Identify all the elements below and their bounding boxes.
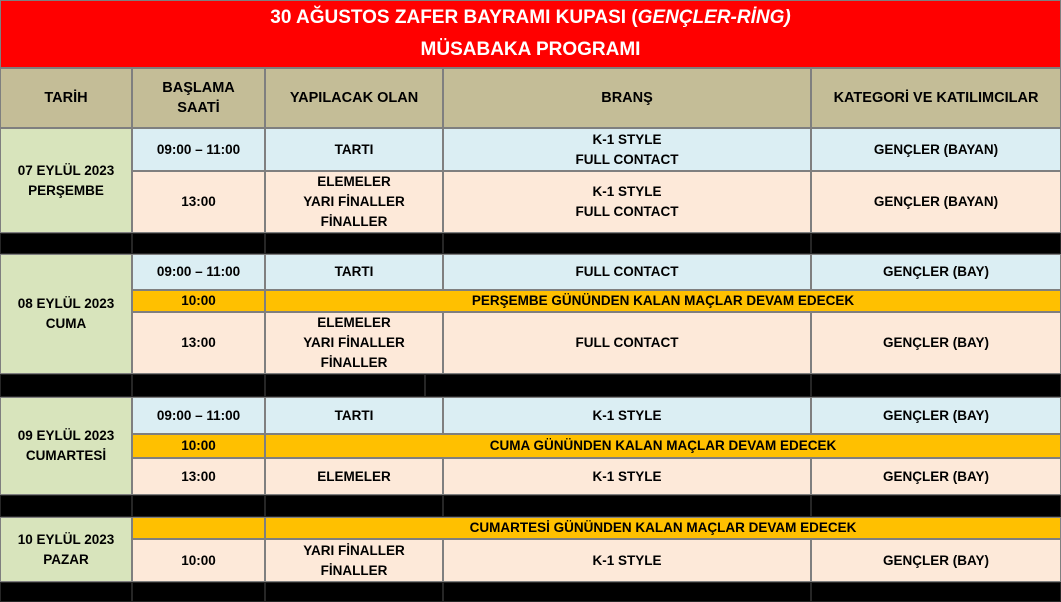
day-2-notice-time <box>132 290 265 312</box>
header-brans <box>443 68 811 128</box>
row-activity: TARTI <box>334 264 374 279</box>
day-1-row-1-category <box>811 128 1061 171</box>
day-2-date-cell <box>0 254 132 374</box>
day-3-notice <box>265 434 1061 458</box>
day-weekday: PAZAR <box>43 551 89 567</box>
separator-row <box>443 233 811 254</box>
separator-row <box>265 233 443 254</box>
day-2-row-1-category <box>811 254 1061 290</box>
header-kategori <box>811 68 1061 128</box>
header-saat-label-2: SAATİ <box>177 100 220 116</box>
row-category: GENÇLER (BAYAN) <box>873 194 999 209</box>
day-1-date-cell <box>0 128 132 233</box>
day-1-row-1-time <box>132 128 265 171</box>
day-3-row-1-branch <box>443 397 811 434</box>
separator-row <box>0 582 132 602</box>
row-activity: ELEMELER <box>317 174 391 189</box>
row-branch: FULL CONTACT <box>575 264 679 279</box>
row-activity: TARTI <box>334 141 374 157</box>
day-4-notice-time <box>132 517 265 539</box>
row-activity: FİNALLER <box>320 355 388 370</box>
day-3-row-2-activity <box>265 458 443 495</box>
separator-row <box>0 495 132 517</box>
day-3-row-1-activity <box>265 397 443 434</box>
day-weekday: PERŞEMBE <box>28 182 104 198</box>
row-branch: K-1 STYLE <box>592 552 662 568</box>
day-1-row-2-activity <box>265 171 443 233</box>
day-3-row-1-category <box>811 397 1061 434</box>
title-line-1 <box>1 7 1060 29</box>
separator-row <box>811 233 1061 254</box>
row-branch: FULL CONTACT <box>575 151 679 167</box>
day-1-row-1-activity <box>265 128 443 171</box>
row-branch: K-1 STYLE <box>592 131 662 147</box>
day-1-row-2-time <box>132 171 265 233</box>
row-category: GENÇLER (BAY) <box>882 468 989 484</box>
header-yapilacak-label: YAPILACAK OLAN <box>289 90 419 106</box>
day-2-row-2-activity <box>265 312 443 374</box>
row-category: GENÇLER (BAYAN) <box>873 141 999 157</box>
row-category: GENÇLER (BAY) <box>882 335 989 350</box>
day-4-date-cell <box>0 517 132 582</box>
separator-row <box>425 374 811 397</box>
separator-row <box>811 374 1061 397</box>
day-2-row-2-branch <box>443 312 811 374</box>
header-brans-label: BRANŞ <box>601 90 653 106</box>
notice-time: 10:00 <box>181 438 216 453</box>
row-branch: K-1 STYLE <box>592 468 662 484</box>
notice-text: CUMARTESİ GÜNÜNDEN KALAN MAÇLAR DEVAM EDECEK <box>469 520 857 535</box>
notice-text: PERŞEMBE GÜNÜNDEN KALAN MAÇLAR DEVAM EDECEK <box>471 293 855 308</box>
separator-row <box>811 495 1061 517</box>
header-saat-label-1: BAŞLAMA <box>162 80 235 96</box>
separator-row <box>443 495 811 517</box>
row-branch: K-1 STYLE <box>592 184 662 199</box>
row-activity: FİNALLER <box>320 214 388 229</box>
title-text: 30 AĞUSTOS ZAFER BAYRAMI KUPASI ( <box>270 7 638 28</box>
row-activity: YARI FİNALLER <box>303 542 405 558</box>
day-2-row-1-branch <box>443 254 811 290</box>
separator-row <box>132 495 265 517</box>
row-activity: ELEMELER <box>317 315 391 330</box>
header-tarih-label: TARİH <box>44 90 88 106</box>
day-3-date-cell <box>0 397 132 495</box>
day-2-row-1-activity <box>265 254 443 290</box>
day-4-row-1-time <box>132 539 265 582</box>
day-4-row-1-category <box>811 539 1061 582</box>
row-activity: ELEMELER <box>317 468 391 484</box>
day-2-row-2-time <box>132 312 265 374</box>
row-activity: FİNALLER <box>320 562 388 578</box>
row-time: 09:00 – 11:00 <box>156 141 241 157</box>
day-date: 10 EYLÜL 2023 <box>17 531 115 547</box>
day-weekday: CUMA <box>45 316 87 331</box>
subtitle: MÜSABAKA PROGRAMI <box>420 39 641 60</box>
day-4-row-1-activity <box>265 539 443 582</box>
notice-text: CUMA GÜNÜNDEN KALAN MAÇLAR DEVAM EDECEK <box>489 438 837 453</box>
header-tarih <box>0 68 132 128</box>
row-branch: FULL CONTACT <box>575 335 679 350</box>
day-1-row-2-branch <box>443 171 811 233</box>
row-time: 10:00 <box>181 552 216 568</box>
day-3-row-1-time <box>132 397 265 434</box>
day-4-notice <box>265 517 1061 539</box>
row-time: 09:00 – 11:00 <box>156 407 241 423</box>
separator-row <box>811 582 1061 602</box>
day-1-row-1-branch <box>443 128 811 171</box>
day-3-row-2-category <box>811 458 1061 495</box>
day-2-row-1-time <box>132 254 265 290</box>
separator-row <box>0 233 132 254</box>
day-date: 07 EYLÜL 2023 <box>17 162 115 178</box>
row-category: GENÇLER (BAY) <box>882 552 989 568</box>
day-weekday: CUMARTESİ <box>25 448 107 463</box>
title-italic-text: GENÇLER-RİNG) <box>637 7 791 28</box>
day-4-row-1-branch <box>443 539 811 582</box>
day-1-row-2-category <box>811 171 1061 233</box>
separator-row <box>0 374 132 397</box>
row-time: 13:00 <box>181 194 216 209</box>
day-date: 08 EYLÜL 2023 <box>17 296 115 311</box>
day-3-row-2-time <box>132 458 265 495</box>
separator-row <box>265 374 425 397</box>
row-time: 13:00 <box>181 468 216 484</box>
separator-row <box>132 582 265 602</box>
day-3-notice-time <box>132 434 265 458</box>
separator-row <box>265 495 443 517</box>
row-category: GENÇLER (BAY) <box>882 407 989 423</box>
row-activity: TARTI <box>334 407 374 423</box>
header-yapilacak <box>265 68 443 128</box>
header-saat <box>132 68 265 128</box>
header-kategori-label: KATEGORİ VE KATILIMCILAR <box>833 90 1039 106</box>
separator-row <box>265 582 443 602</box>
row-activity: YARI FİNALLER <box>303 335 405 350</box>
day-date: 09 EYLÜL 2023 <box>17 428 115 443</box>
row-time: 09:00 – 11:00 <box>156 264 241 279</box>
row-category: GENÇLER (BAY) <box>882 264 989 279</box>
day-2-row-2-category <box>811 312 1061 374</box>
row-branch: K-1 STYLE <box>592 407 662 423</box>
day-3-row-2-branch <box>443 458 811 495</box>
separator-row <box>443 582 811 602</box>
separator-row <box>132 374 265 397</box>
row-activity: YARI FİNALLER <box>303 194 405 209</box>
title-bar <box>0 0 1061 68</box>
day-2-notice <box>265 290 1061 312</box>
row-time: 13:00 <box>181 335 216 350</box>
separator-row <box>132 233 265 254</box>
row-branch: FULL CONTACT <box>575 204 679 219</box>
notice-time: 10:00 <box>181 293 216 308</box>
